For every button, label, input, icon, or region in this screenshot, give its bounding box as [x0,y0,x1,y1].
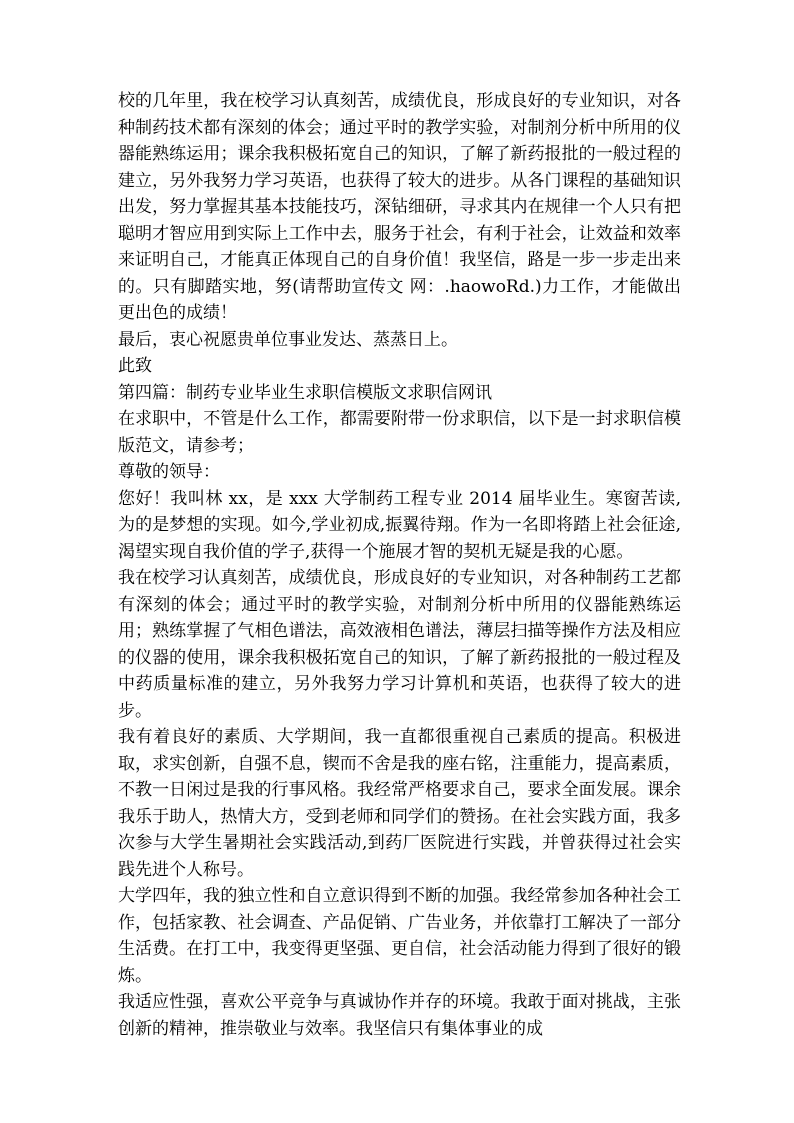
paragraph-qualities: 我有着良好的素质、大学期间，我一直都很重视自己素质的提高。积极进取，求实创新，自强不息，锲而不舍是我的座右铭，注重能力，提高素质，不教一日闲过是我的行事风格。我经常严格要求自己，要求全面发展。课余我乐于助人，热情大方，受到老师和同学们的赞扬。在社会实践方面，我多次参与大学生暑期社会实践活动,到药厂医院进行实践，并曾获得过社会实践先进个人称号。 [118,727,681,880]
paragraph-studies: 我在校学习认真刻苦，成绩优良，形成良好的专业知识，对各种制药工艺都有深刻的体会；通过平时的教学实验，对制剂分析中所用的仪器能熟练运用；熟练掌握了气相色谱法，高效液相色谱法，薄层扫描等操作方法及相应的仪器的使用，课余我积极拓宽自己的知识，了解了新药报批的一般过程及中药质量标准的建立，另外我努力学习计算机和英语，也获得了较大的进步。 [118,568,681,721]
paragraph-self-introduction: 您好！我叫林 xx，是 xxx 大学制药工程专业 2014 届毕业生。寒窗苦读,为的是梦想的实现。如今,学业初成,振翼待翔。作为一名即将踏上社会征途,渴望实现自我价值的学子,获得一个施展才智的契机无疑是我的心愿。 [118,488,681,562]
paragraph-closing-wishes: 最后，衷心祝愿贵单位事业发达、蒸蒸日上。 [118,329,458,350]
paragraph-adaptability: 我适应性强，喜欢公平竞争与真诚协作并存的环境。我敢于面对挑战，主张创新的精神，推崇敬业与效率。我坚信只有集体事业的成 [118,992,681,1039]
paragraph-independence: 大学四年，我的独立性和自立意识得到不断的加强。我经常参加各种社会工作，包括家教、社会调查、产品促销、广告业务，并依靠打工解决了一部分生活费。在打工中，我变得更坚强、更自信，社会活动能力得到了很好的锻炼。 [118,886,681,986]
document-body [118,88,681,1042]
paragraph-salutation-close: 此致 [118,356,152,376]
paragraph-greeting: 尊敬的领导： [118,462,220,482]
paragraph-previous-letter-continuation: 校的几年里，我在校学习认真刻苦，成绩优良，形成良好的专业知识，对各种制药技术都有深刻的体会；通过平时的教学实验，对制剂分析中所用的仪器能熟练运用；课余我积极拓宽自己的知识，了解了新药报批的一般过程的建立，另外我努力学习英语，也获得了较大的进步。从各门课程的基础知识出发，努力掌握其基本技能技巧，深钻细研，寻求其内在规律一个人只有把聪明才智应用到实际上工作中去，服务于社会，有利于社会，让效益和效率来证明自己，才能真正体现自己的自身价值！我坚信，路是一步一步走出来的。只有脚踏实地，努(请帮助宣传文 网：.haowoRd.)力工作，才能做出更出色的成绩！ [118,91,681,323]
section-heading: 第四篇：制药专业毕业生求职信模版文求职信网讯 [118,382,492,403]
paragraph-intro: 在求职中，不管是什么工作，都需要附带一份求职信，以下是一封求职信模版范文，请参考； [118,409,681,456]
